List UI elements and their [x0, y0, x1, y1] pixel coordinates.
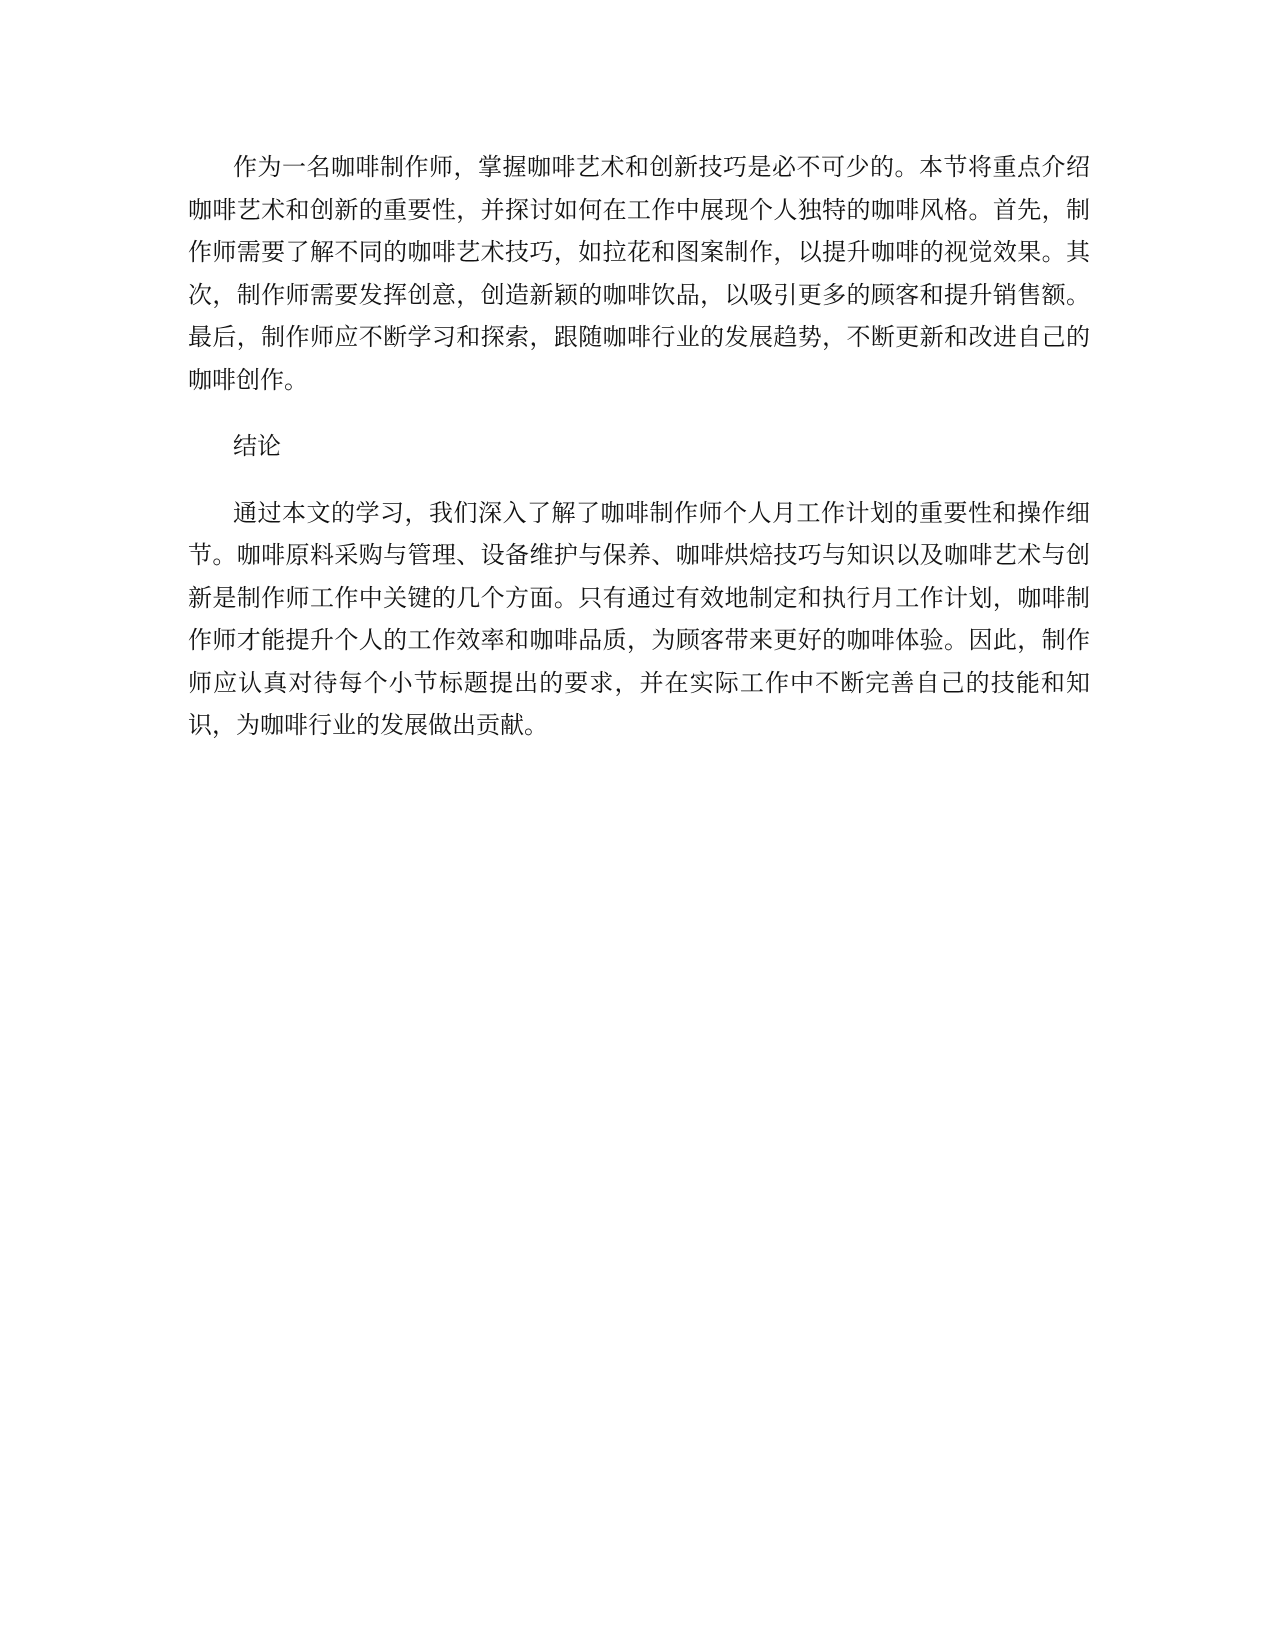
paragraph-conclusion: 通过本文的学习，我们深入了解了咖啡制作师个人月工作计划的重要性和操作细节。咖啡原料采购与管理、设备维护与保养、咖啡烘焙技巧与知识以及咖啡艺术与创新是制作师工作中关键的几个方面。只有通过有效地制定和执行月工作计划，咖啡制作师才能提升个人的工作效率和咖啡品质，为顾客带来更好的咖啡体验。因此，制作师应认真对待每个小节标题提出的要求，并在实际工作中不断完善自己的技能和知识，为咖啡行业的发展做出贡献。 — [188, 498, 1090, 739]
paragraph-coffee-art: 作为一名咖啡制作师，掌握咖啡艺术和创新技巧是必不可少的。本节将重点介绍咖啡艺术和创新的重要性，并探讨如何在工作中展现个人独特的咖啡风格。首先，制作师需要了解不同的咖啡艺术技巧，如拉花和图案制作，以提升咖啡的视觉效果。其次，制作师需要发挥创意，创造新颖的咖啡饮品，以吸引更多的顾客和提升销售额。最后，制作师应不断学习和探索，跟随咖啡行业的发展趋势，不断更新和改进自己的咖啡创作。 — [188, 153, 1090, 394]
section-heading-conclusion: 结论 — [233, 432, 281, 460]
document-body — [188, 146, 1090, 747]
